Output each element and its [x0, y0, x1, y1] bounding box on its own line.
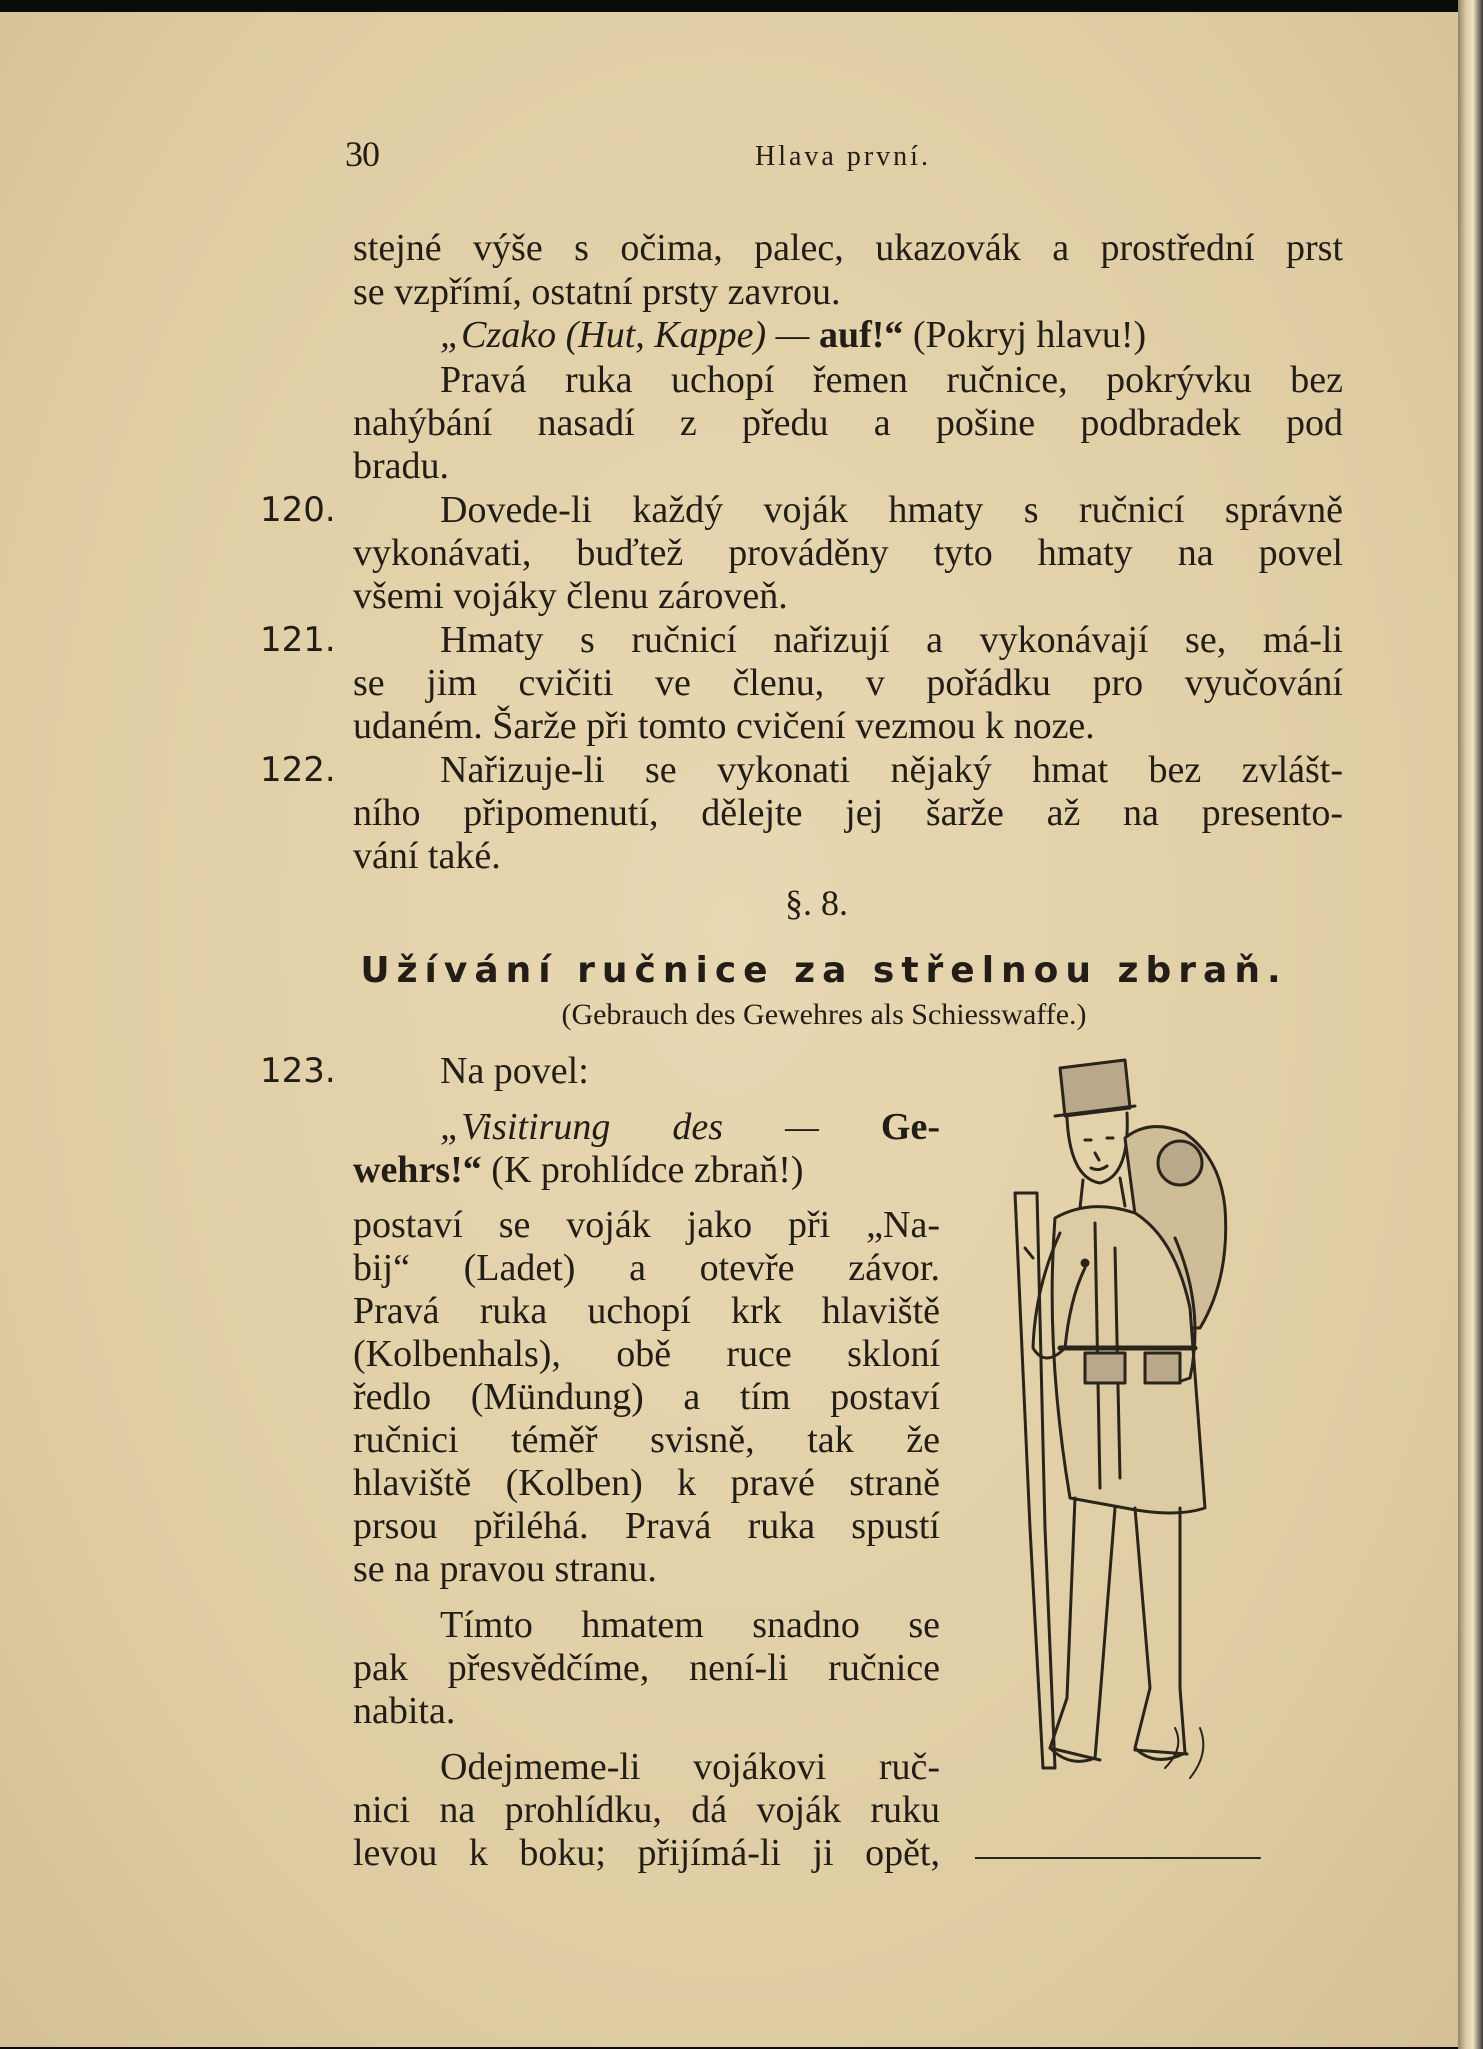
text-line: postaví se voják jako při „Na- — [353, 1204, 940, 1246]
page-number: 30 — [345, 134, 379, 174]
text-line: se vzpřímí, ostatní prsty zavrou. — [353, 271, 841, 313]
section-mark: §. 8. — [785, 883, 848, 923]
text-line: levou k boku; přijímá-li ji opět, — [353, 1832, 940, 1874]
section-subheading: (Gebrauch des Gewehres als Schiesswaffe.) — [561, 998, 1087, 1031]
text-line: Na povel: — [440, 1050, 589, 1092]
text-line: všemi vojáky členu zároveň. — [353, 575, 788, 617]
command-word: Ge- — [880, 1106, 940, 1148]
text-line: vykonávati, buďtež prováděny tyto hmaty na povel — [353, 532, 1343, 574]
page-edge — [1458, 0, 1483, 2049]
text-line: stejné výše s očima, palec, ukazovák a prostřední prst — [353, 227, 1343, 269]
text-line: prsou přiléhá. Pravá ruka spustí — [353, 1505, 940, 1547]
command-word: wehrs!“ — [353, 1149, 482, 1191]
command-text: „Visitirung des — — [440, 1106, 819, 1148]
text-line: nici na prohlídku, dá voják ruku — [353, 1789, 940, 1831]
text-line: se jim cvičiti ve členu, v pořádku pro vyučování — [353, 662, 1343, 704]
command-word: auf!“ — [818, 314, 904, 356]
paragraph-number: 120. — [260, 490, 336, 530]
paragraph-number: 121. — [260, 620, 336, 660]
section-heading: Užívání ručnice za střelnou zbraň. — [360, 950, 1288, 991]
text-line: nahýbání nasadí z předu a pošine podbradek pod — [353, 402, 1343, 444]
text-line: ředlo (Mündung) a tím postaví — [353, 1376, 940, 1418]
text-line: ního připomenutí, dělejte jej šarže až na presento- — [353, 792, 1343, 834]
text-line: pak přesvědčíme, není-li ručnice — [353, 1647, 940, 1689]
command-translation: (K prohlídce zbraň!) — [491, 1149, 804, 1191]
command-visit — [440, 1105, 940, 1149]
text-line: Tímto hmatem snadno se — [440, 1604, 940, 1646]
text-line: vání také. — [353, 835, 501, 877]
command-visit-cont — [353, 1148, 804, 1192]
text-line: Hmaty s ručnicí nařizují a vykonávají se, má-li — [440, 619, 1343, 661]
text-line: Pravá ruka uchopí řemen ručnice, pokrývku bez — [440, 359, 1343, 401]
command-text: „Czako (Hut, Kappe) — — [440, 314, 810, 356]
text-line: bij“ (Ladet) a otevře závor. — [353, 1247, 940, 1289]
text-line: bradu. — [353, 445, 450, 487]
soldier-illustration — [975, 1048, 1265, 1868]
text-line: Nařizuje-li se vykonati nějaký hmat bez zvlášt- — [440, 749, 1343, 791]
text-line: hlaviště (Kolben) k pravé straně — [353, 1462, 940, 1504]
text-line: Pravá ruka uchopí krk hlaviště — [353, 1290, 940, 1332]
command-czako — [440, 313, 1146, 357]
text-line: ručnici téměř svisně, tak že — [353, 1419, 940, 1461]
running-head: Hlava první. — [755, 141, 931, 172]
paragraph-number: 122. — [260, 750, 336, 790]
command-translation: (Pokryj hlavu!) — [912, 314, 1147, 356]
text-line: nabita. — [353, 1690, 456, 1732]
text-line: se na pravou stranu. — [353, 1548, 657, 1590]
text-line: Dovede-li každý voják hmaty s ručnicí správně — [440, 489, 1343, 531]
paragraph-number: 123. — [260, 1051, 336, 1091]
text-line: udaném. Šarže při tomto cvičení vezmou k noze. — [353, 705, 1095, 747]
text-line: (Kolbenhals), obě ruce skloní — [353, 1333, 940, 1375]
text-line: Odejmeme-li vojákovi ruč- — [440, 1746, 940, 1788]
